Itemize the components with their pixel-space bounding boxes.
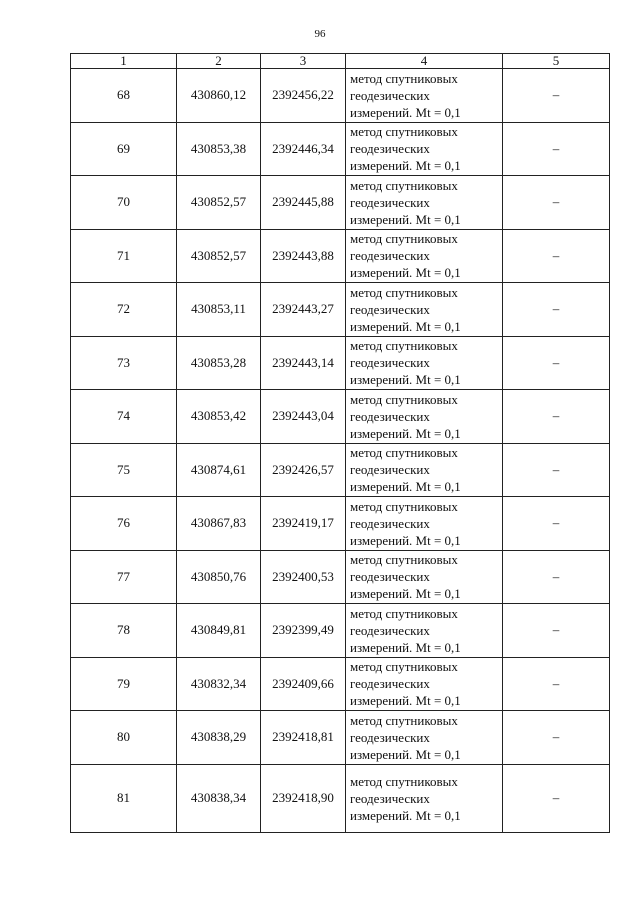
table-row bbox=[71, 657, 610, 711]
method-line: метод спутниковых bbox=[350, 391, 458, 407]
table-row bbox=[71, 604, 610, 658]
method-line: метод спутниковых bbox=[350, 445, 458, 461]
table-row bbox=[71, 764, 610, 832]
method-cell bbox=[346, 390, 503, 444]
x-coordinate-cell: 430860,12 bbox=[177, 69, 261, 123]
method-cell bbox=[346, 604, 503, 658]
method-line: измерений. Mt = 0,1 bbox=[350, 807, 461, 823]
method-line: метод спутниковых bbox=[350, 552, 458, 568]
y-coordinate-cell: 2392409,66 bbox=[261, 657, 346, 711]
note-cell: – bbox=[503, 122, 610, 176]
y-coordinate-cell: 2392418,90 bbox=[261, 764, 346, 832]
x-coordinate-cell: 430853,38 bbox=[177, 122, 261, 176]
method-line: геодезических bbox=[350, 622, 430, 638]
note-cell: – bbox=[503, 443, 610, 497]
table-row bbox=[71, 176, 610, 230]
method-line: геодезических bbox=[350, 729, 430, 745]
x-coordinate-cell: 430832,34 bbox=[177, 657, 261, 711]
table-row bbox=[71, 550, 610, 604]
method-line: метод спутниковых bbox=[350, 70, 458, 86]
y-coordinate-cell: 2392399,49 bbox=[261, 604, 346, 658]
method-cell bbox=[346, 443, 503, 497]
method-line: геодезических bbox=[350, 515, 430, 531]
point-number-cell: 80 bbox=[71, 711, 177, 765]
note-cell: – bbox=[503, 711, 610, 765]
method-line: геодезических bbox=[350, 141, 430, 157]
table-row bbox=[71, 283, 610, 337]
note-cell: – bbox=[503, 604, 610, 658]
method-line: геодезических bbox=[350, 790, 430, 806]
method-line: геодезических bbox=[350, 676, 430, 692]
y-coordinate-cell: 2392446,34 bbox=[261, 122, 346, 176]
table-row bbox=[71, 336, 610, 390]
method-line: геодезических bbox=[350, 87, 430, 103]
x-coordinate-cell: 430838,29 bbox=[177, 711, 261, 765]
note-cell: – bbox=[503, 69, 610, 123]
method-line: измерений. Mt = 0,1 bbox=[350, 693, 461, 709]
method-line: измерений. Mt = 0,1 bbox=[350, 318, 461, 334]
method-line: измерений. Mt = 0,1 bbox=[350, 746, 461, 762]
x-coordinate-cell: 430853,28 bbox=[177, 336, 261, 390]
method-line: метод спутниковых bbox=[350, 177, 458, 193]
method-line: метод спутниковых bbox=[350, 498, 458, 514]
method-line: геодезических bbox=[350, 194, 430, 210]
table-row bbox=[71, 69, 610, 123]
x-coordinate-cell: 430853,42 bbox=[177, 390, 261, 444]
y-coordinate-cell: 2392443,14 bbox=[261, 336, 346, 390]
x-coordinate-cell: 430849,81 bbox=[177, 604, 261, 658]
x-coordinate-cell: 430852,57 bbox=[177, 176, 261, 230]
method-line: геодезических bbox=[350, 569, 430, 585]
method-cell bbox=[346, 336, 503, 390]
coordinates-table bbox=[70, 53, 610, 833]
y-coordinate-cell: 2392443,88 bbox=[261, 229, 346, 283]
method-line: измерений. Mt = 0,1 bbox=[350, 104, 461, 120]
table-row bbox=[71, 229, 610, 283]
table-row bbox=[71, 711, 610, 765]
table-row bbox=[71, 497, 610, 551]
note-cell: – bbox=[503, 657, 610, 711]
note-cell: – bbox=[503, 283, 610, 337]
method-line: геодезических bbox=[350, 462, 430, 478]
point-number-cell: 73 bbox=[71, 336, 177, 390]
point-number-cell: 74 bbox=[71, 390, 177, 444]
method-line: измерений. Mt = 0,1 bbox=[350, 425, 461, 441]
method-line: измерений. Mt = 0,1 bbox=[350, 639, 461, 655]
method-line: метод спутниковых bbox=[350, 712, 458, 728]
method-line: геодезических bbox=[350, 408, 430, 424]
method-cell bbox=[346, 122, 503, 176]
column-header-3: 3 bbox=[261, 54, 346, 69]
y-coordinate-cell: 2392445,88 bbox=[261, 176, 346, 230]
table-row bbox=[71, 443, 610, 497]
point-number-cell: 79 bbox=[71, 657, 177, 711]
method-line: метод спутниковых bbox=[350, 659, 458, 675]
x-coordinate-cell: 430874,61 bbox=[177, 443, 261, 497]
point-number-cell: 81 bbox=[71, 764, 177, 832]
method-line: метод спутниковых bbox=[350, 124, 458, 140]
x-coordinate-cell: 430850,76 bbox=[177, 550, 261, 604]
x-coordinate-cell: 430853,11 bbox=[177, 283, 261, 337]
method-line: измерений. Mt = 0,1 bbox=[350, 265, 461, 281]
column-header-5: 5 bbox=[503, 54, 610, 69]
method-cell bbox=[346, 497, 503, 551]
method-line: метод спутниковых bbox=[350, 284, 458, 300]
method-line: метод спутниковых bbox=[350, 338, 458, 354]
method-cell bbox=[346, 657, 503, 711]
x-coordinate-cell: 430867,83 bbox=[177, 497, 261, 551]
method-line: геодезических bbox=[350, 355, 430, 371]
method-cell bbox=[346, 550, 503, 604]
column-header-4: 4 bbox=[346, 54, 503, 69]
method-cell bbox=[346, 764, 503, 832]
y-coordinate-cell: 2392400,53 bbox=[261, 550, 346, 604]
note-cell: – bbox=[503, 390, 610, 444]
method-line: геодезических bbox=[350, 248, 430, 264]
method-line: измерений. Mt = 0,1 bbox=[350, 586, 461, 602]
method-line: измерений. Mt = 0,1 bbox=[350, 532, 461, 548]
note-cell: – bbox=[503, 229, 610, 283]
note-cell: – bbox=[503, 497, 610, 551]
y-coordinate-cell: 2392443,27 bbox=[261, 283, 346, 337]
method-line: измерений. Mt = 0,1 bbox=[350, 211, 461, 227]
method-cell bbox=[346, 283, 503, 337]
page-number: 96 bbox=[314, 28, 326, 40]
point-number-cell: 71 bbox=[71, 229, 177, 283]
header-row bbox=[71, 54, 610, 69]
method-line: измерений. Mt = 0,1 bbox=[350, 158, 461, 174]
y-coordinate-cell: 2392456,22 bbox=[261, 69, 346, 123]
method-line: геодезических bbox=[350, 301, 430, 317]
point-number-cell: 70 bbox=[71, 176, 177, 230]
method-line: метод спутниковых bbox=[350, 231, 458, 247]
table-row bbox=[71, 122, 610, 176]
point-number-cell: 68 bbox=[71, 69, 177, 123]
method-cell bbox=[346, 69, 503, 123]
y-coordinate-cell: 2392426,57 bbox=[261, 443, 346, 497]
table-header bbox=[71, 54, 610, 69]
point-number-cell: 76 bbox=[71, 497, 177, 551]
method-line: измерений. Mt = 0,1 bbox=[350, 372, 461, 388]
method-line: метод спутниковых bbox=[350, 605, 458, 621]
point-number-cell: 75 bbox=[71, 443, 177, 497]
method-cell bbox=[346, 229, 503, 283]
note-cell: – bbox=[503, 176, 610, 230]
y-coordinate-cell: 2392419,17 bbox=[261, 497, 346, 551]
y-coordinate-cell: 2392418,81 bbox=[261, 711, 346, 765]
x-coordinate-cell: 430838,34 bbox=[177, 764, 261, 832]
point-number-cell: 72 bbox=[71, 283, 177, 337]
note-cell: – bbox=[503, 336, 610, 390]
method-line: метод спутниковых bbox=[350, 773, 458, 789]
column-header-1: 1 bbox=[71, 54, 177, 69]
column-header-2: 2 bbox=[177, 54, 261, 69]
point-number-cell: 69 bbox=[71, 122, 177, 176]
method-line: измерений. Mt = 0,1 bbox=[350, 479, 461, 495]
point-number-cell: 78 bbox=[71, 604, 177, 658]
x-coordinate-cell: 430852,57 bbox=[177, 229, 261, 283]
method-cell bbox=[346, 711, 503, 765]
method-cell bbox=[346, 176, 503, 230]
note-cell: – bbox=[503, 764, 610, 832]
table-row bbox=[71, 390, 610, 444]
table-body bbox=[71, 69, 610, 833]
point-number-cell: 77 bbox=[71, 550, 177, 604]
y-coordinate-cell: 2392443,04 bbox=[261, 390, 346, 444]
note-cell: – bbox=[503, 550, 610, 604]
